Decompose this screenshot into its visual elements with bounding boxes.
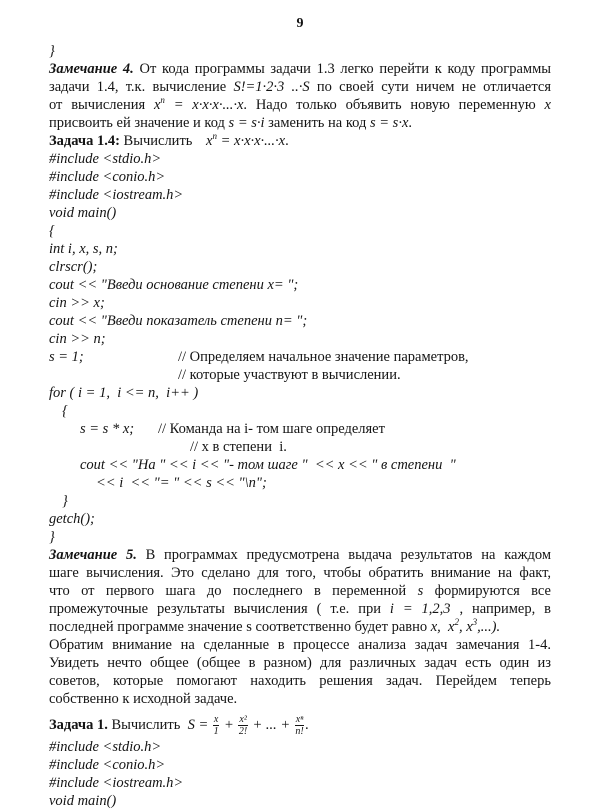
paragraph-line: Увидеть нечто общее (общее в разном) для различных задач есть один из <box>49 655 551 671</box>
remark5-line4: промежуточные результаты вычисления ( т.е. при i = 1,2,3 , например, в <box>49 601 551 617</box>
code-line: #include <conio.h> <box>49 757 166 773</box>
remark5-line1: Замечание 5. В программах предусмотрена выдача результатов на каждом <box>49 547 551 563</box>
task14-heading: Задача 1.4: Вычислить $x^n = x\cdot x\cdot x\cdot...\cdot x$. <box>49 131 289 149</box>
code-comment: // Команда на i- том шаге определяет <box>158 421 385 437</box>
page-number: 9 <box>296 16 304 31</box>
code-line: } <box>49 529 55 545</box>
code-line: { <box>49 223 55 239</box>
remark5-line3: что от первого шага до последнего в переменной s формируются все <box>49 583 551 599</box>
remark4-label: Замечание 4. <box>49 61 134 77</box>
code-line: getch(); <box>49 511 95 527</box>
code-line-for: for ( i = 1, i <= n, i++ ) <box>49 385 199 401</box>
remark4-line3: от вычисления $x^n = x\cdot x\cdot x\cdot...\cdot x$. Надо только объявить новую переменную x <box>49 95 551 113</box>
task14-label: Задача 1.4: <box>49 133 120 149</box>
remark4-line2: задачи 1.4, т.к. вычисление S!=1·2·3 ..·S по своей сути ничем не отличается <box>49 79 551 95</box>
remark4-line4: присвоить ей значение и код s = s·i заменить на код s = s·x. <box>49 115 413 131</box>
code-line: #include <iostream.h> <box>49 775 184 791</box>
code-line: #include <iostream.h> <box>49 187 184 203</box>
power-formula: $x^n = x\cdot x\cdot x\cdot...\cdot x$ <box>153 95 244 113</box>
code-line: cout << "Введи показатель степени n= "; <box>49 313 308 329</box>
remark5-label: Замечание 5. <box>49 547 137 563</box>
remark4-line1: Замечание 4. От кода программы задачи 1.3 легко перейти к коду программы <box>49 61 551 77</box>
code-line: #include <conio.h> <box>49 169 166 185</box>
code-line: int i, x, s, n; <box>49 241 118 257</box>
code-line: void main() <box>49 793 117 809</box>
series-formula: S = $\frac{x}{1}$ + $\frac{\text{x²}}{2!}$ + ... + $\frac{\text{xⁿ}}{n!}$ . <box>187 714 309 738</box>
task1-heading: Задача 1. Вычислить S = $\frac{x}{1}$ + $\frac{\text{x²}}{2!}$ + ... + $\frac{\text{xⁿ}}{n!}$ . <box>49 714 309 738</box>
remark5-line5: последней программе значение s соответственно будет равно x, $x^2$, $x^3$,...). <box>49 617 501 635</box>
factorial-formula: S!=1·2·3 ..·S <box>233 79 310 95</box>
code-comment: // x в степени i. <box>190 439 287 455</box>
code-line: #include <stdio.h> <box>49 739 162 755</box>
paragraph-line: Обратим внимание на сделанные в процессе анализа задач замечания 1-4. <box>49 637 551 653</box>
code-comment: // Определяем начальное значение параметров, <box>178 349 469 365</box>
paragraph-line: советов, которые помогают находить решения задач. Перейдем теперь <box>49 673 551 689</box>
code-line-cout: << i << "= " << s << "\n"; <box>96 475 267 491</box>
code-line: { <box>62 403 68 419</box>
code-line: cout << "Введи основание степени x= "; <box>49 277 299 293</box>
code-line: } <box>62 493 68 509</box>
paragraph-line: собственно к исходной задаче. <box>49 691 238 707</box>
remark5-line2: шаге вычисления. Это сделано для того, чтобы обратить внимание на факт, <box>49 565 551 581</box>
closing-brace: } <box>49 43 55 59</box>
code-line: cin >> x; <box>49 295 105 311</box>
task1-label: Задача 1. <box>49 717 108 733</box>
code-line-cout: cout << "На " << i << "- том шаге " << x << " в степени " <box>80 457 456 473</box>
code-line-assign: s = 1; <box>49 349 84 365</box>
code-line: #include <stdio.h> <box>49 151 162 167</box>
code-line: clrscr(); <box>49 259 98 275</box>
task14-formula: $x^n = x\cdot x\cdot x\cdot...\cdot x$ <box>206 131 286 149</box>
code-comment: // которые участвуют в вычислении. <box>178 367 401 383</box>
code-line: cin >> n; <box>49 331 106 347</box>
code-line-stmt: s = s * x; <box>80 421 135 437</box>
code-line: void main() <box>49 205 117 221</box>
